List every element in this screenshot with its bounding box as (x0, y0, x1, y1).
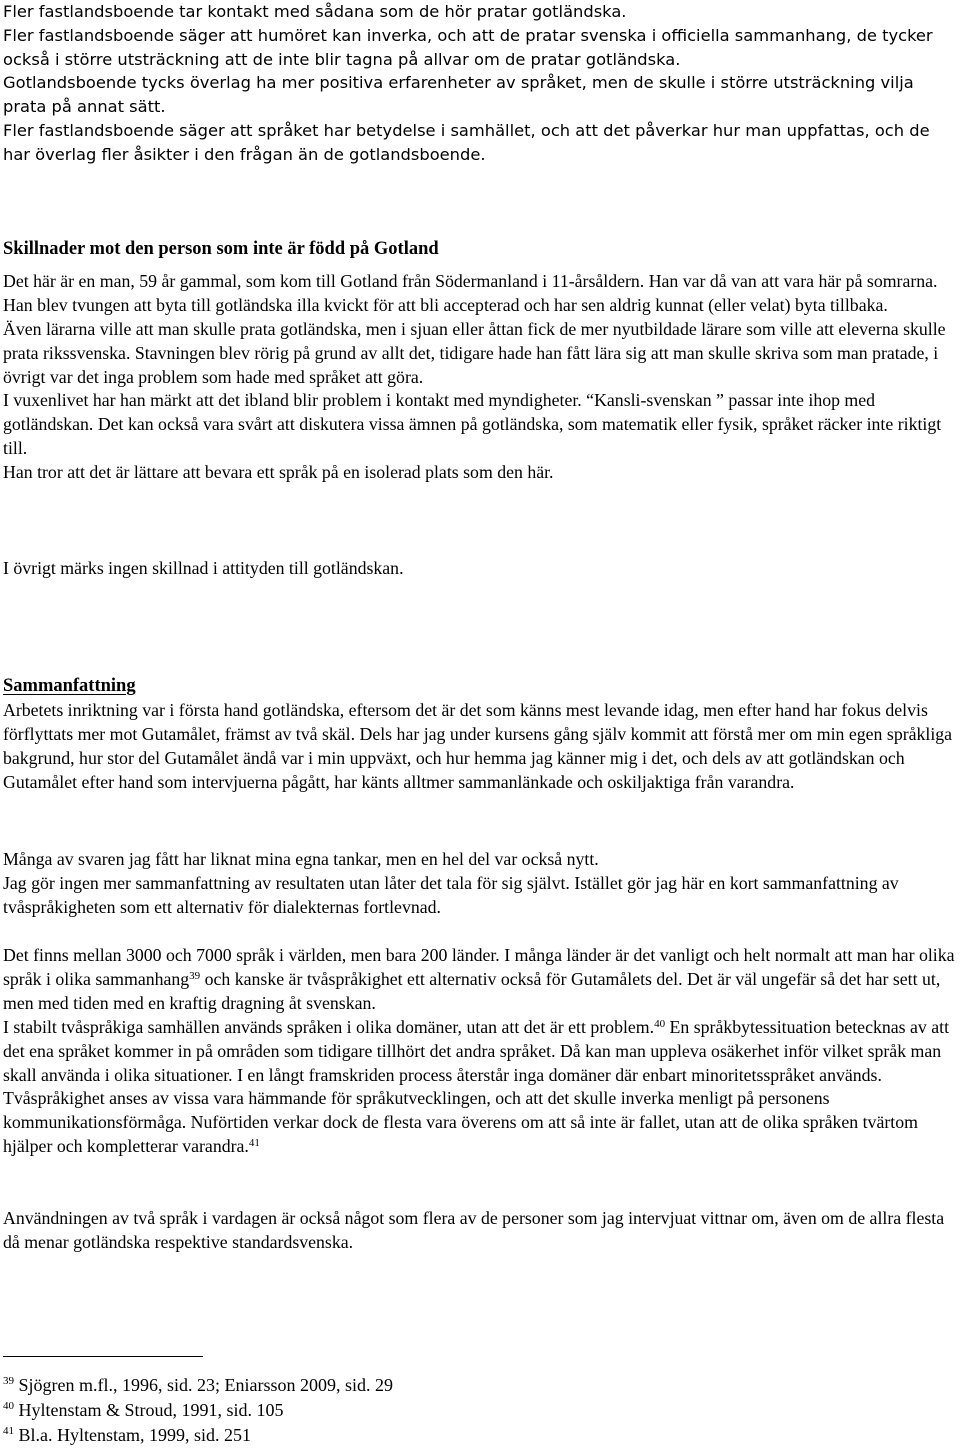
paragraph: I vuxenlivet har han märkt att det ibland blir problem i kontakt med myndigheter. “Kansli-svenskan ” passar inte ihop med gotländskan. Det kan också vara svårt att diskutera vissa ämnen på gotländska, som matematik eller fysik, språket räcker inte riktigt till. (3, 390, 942, 459)
summary-heading: Sammanfattning (3, 676, 136, 696)
text-run: I stabilt tvåspråkiga samhällen används språken i olika domäner, utan att det är ett problem. (3, 1016, 655, 1037)
footnote (3, 1398, 703, 1423)
paragraph: Jag gör ingen mer sammanfattning av resultaten utan låter det tala för sig självt. Istället gör jag här en kort sammanfattning av tvåspråkigheten som ett alternativ för dialekternas fortlevnad. (3, 872, 899, 917)
footnotes (3, 1373, 703, 1448)
footnote-number: 40 (3, 1400, 14, 1412)
paragraph (3, 1087, 957, 1159)
section-summary (3, 675, 957, 795)
text-run: Tvåspråkighet anses av vissa vara hämmande för språkutvecklingen, och att det skulle inverka menligt på personens kommunikationsförmåga. Nuförtiden verkar dock de flesta vara överens om att så inte är fallet, utan att de olika språken tvärtom hjälper och kompletterar varandra. (3, 1088, 918, 1157)
section-differences (3, 238, 957, 485)
footnote-divider (3, 1356, 203, 1357)
paragraph: Han blev tvungen att byta till gotländska illa kvickt för att bli accepterad och har sen aldrig kunnat (eller velat) byta tillbaka. (3, 294, 888, 315)
footnote-text: Bl.a. Hyltenstam, 1999, sid. 251 (14, 1425, 251, 1445)
paragraph (3, 944, 957, 1016)
footnote (3, 1373, 703, 1398)
intro-block (3, 0, 957, 167)
footnote-number: 39 (3, 1375, 14, 1387)
intro-line: Fler fastlandsboende säger att språket har betydelse i samhället, och att det påverkar hur man uppfattas, och de har överlag fler åsikter i den frågan än de gotlandsboende. (3, 120, 930, 164)
footnote-ref: 40 (654, 1017, 666, 1030)
footnote-text: Hyltenstam & Stroud, 1991, sid. 105 (14, 1400, 284, 1420)
footnote-ref: 41 (248, 1137, 260, 1150)
paragraph: Arbetets inriktning var i första hand gotländska, eftersom det är det som känns mest levande idag, men efter hand har fokus delvis förflyttats mer mot Gutamålet, främst av två skäl. Dels har jag under kursens gång själv kommit att förstå mer om min egen språkliga bakgrund, hur stor del Gutamålet ändå var i min uppväxt, och hur hemma jag känner mig i det, och dels av att gotländskan och Gutamålet efter hand som intervjuerna pågått, har känts alltmer sammanlänkade och oskiljaktiga från varandra. (3, 699, 953, 792)
summary-part-2 (3, 848, 957, 920)
paragraph (3, 1016, 957, 1088)
paragraph: Många av svaren jag fått har liknat mina egna tankar, men en hel del var också nytt. (3, 849, 599, 869)
text-run: En språkbytessituation betecknas av att det ena språket kommer in på områden som tidigare tillhört det andra språket. Då kan man uppleva osäkerhet inför vilket språk man skall använda i olika situationer. I en långt framskriden process återstår inga domäner där enbart minoritetsspråket används. (3, 1016, 950, 1085)
text-run: Det finns mellan 3000 och 7000 språk i världen, men bara 200 länder. I många länder är det vanligt och helt normalt att man har olika språk i olika sammanhang (3, 945, 955, 989)
intro-line: Fler fastlandsboende tar kontakt med sådana som de hör pratar gotländska. (3, 2, 627, 21)
paragraph: Det här är en man, 59 år gammal, som kom till Gotland från Södermanland i 11-årsåldern. Han var då van att vara här på somrarna. (3, 270, 938, 291)
footnote-number: 41 (3, 1425, 14, 1437)
paragraph: Även lärarna ville att man skulle prata gotländska, men i sjuan eller åttan fick de mer nyutbildade lärare som ville att eleverna skulle prata rikssvenska. Stavningen blev rörig på grund av allt det, tidigare hade han fått lära sig att man skulle skriva som man pratade, i övrigt var det inga problem som hade med språket att göra. (3, 318, 946, 387)
footnote-text: Sjögren m.fl., 1996, sid. 23; Eniarsson 2009, sid. 29 (14, 1375, 393, 1395)
text-run: och kanske är tvåspråkighet ett alternativ också för Gutamålets del. Det är väl ungefär så det har sett ut, men med tiden med en kraftig dragning åt svenskan. (3, 968, 941, 1013)
paragraph: Han tror att det är lättare att bevara ett språk på en isolerad plats som den här. (3, 462, 554, 483)
paragraph: I övrigt märks ingen skillnad i attityden till gotländskan. (3, 558, 404, 578)
section-closing (3, 557, 957, 581)
paragraph: Användningen av två språk i vardagen är också något som flera av de personer som jag intervjuat vittnar om, även om de allra flesta då menar gotländska respektive standardsvenska. (3, 1208, 945, 1252)
intro-line: Fler fastlandsboende säger att humöret kan inverka, och att de pratar svenska i officiella sammanhang, de tycker också i större utsträckning att de inte blir tagna på allvar om de pratar gotländska. (3, 25, 933, 69)
footnote-ref: 39 (189, 969, 201, 982)
summary-part-4 (3, 1207, 957, 1255)
footnote (3, 1423, 703, 1448)
intro-line: Gotlandsboende tycks överlag ha mer positiva erfarenheter av språket, men de skulle i större utsträckning vilja prata på annat sätt. (3, 73, 914, 117)
summary-part-3 (3, 944, 957, 1159)
section-heading: Skillnader mot den person som inte är född på Gotland (3, 239, 439, 259)
